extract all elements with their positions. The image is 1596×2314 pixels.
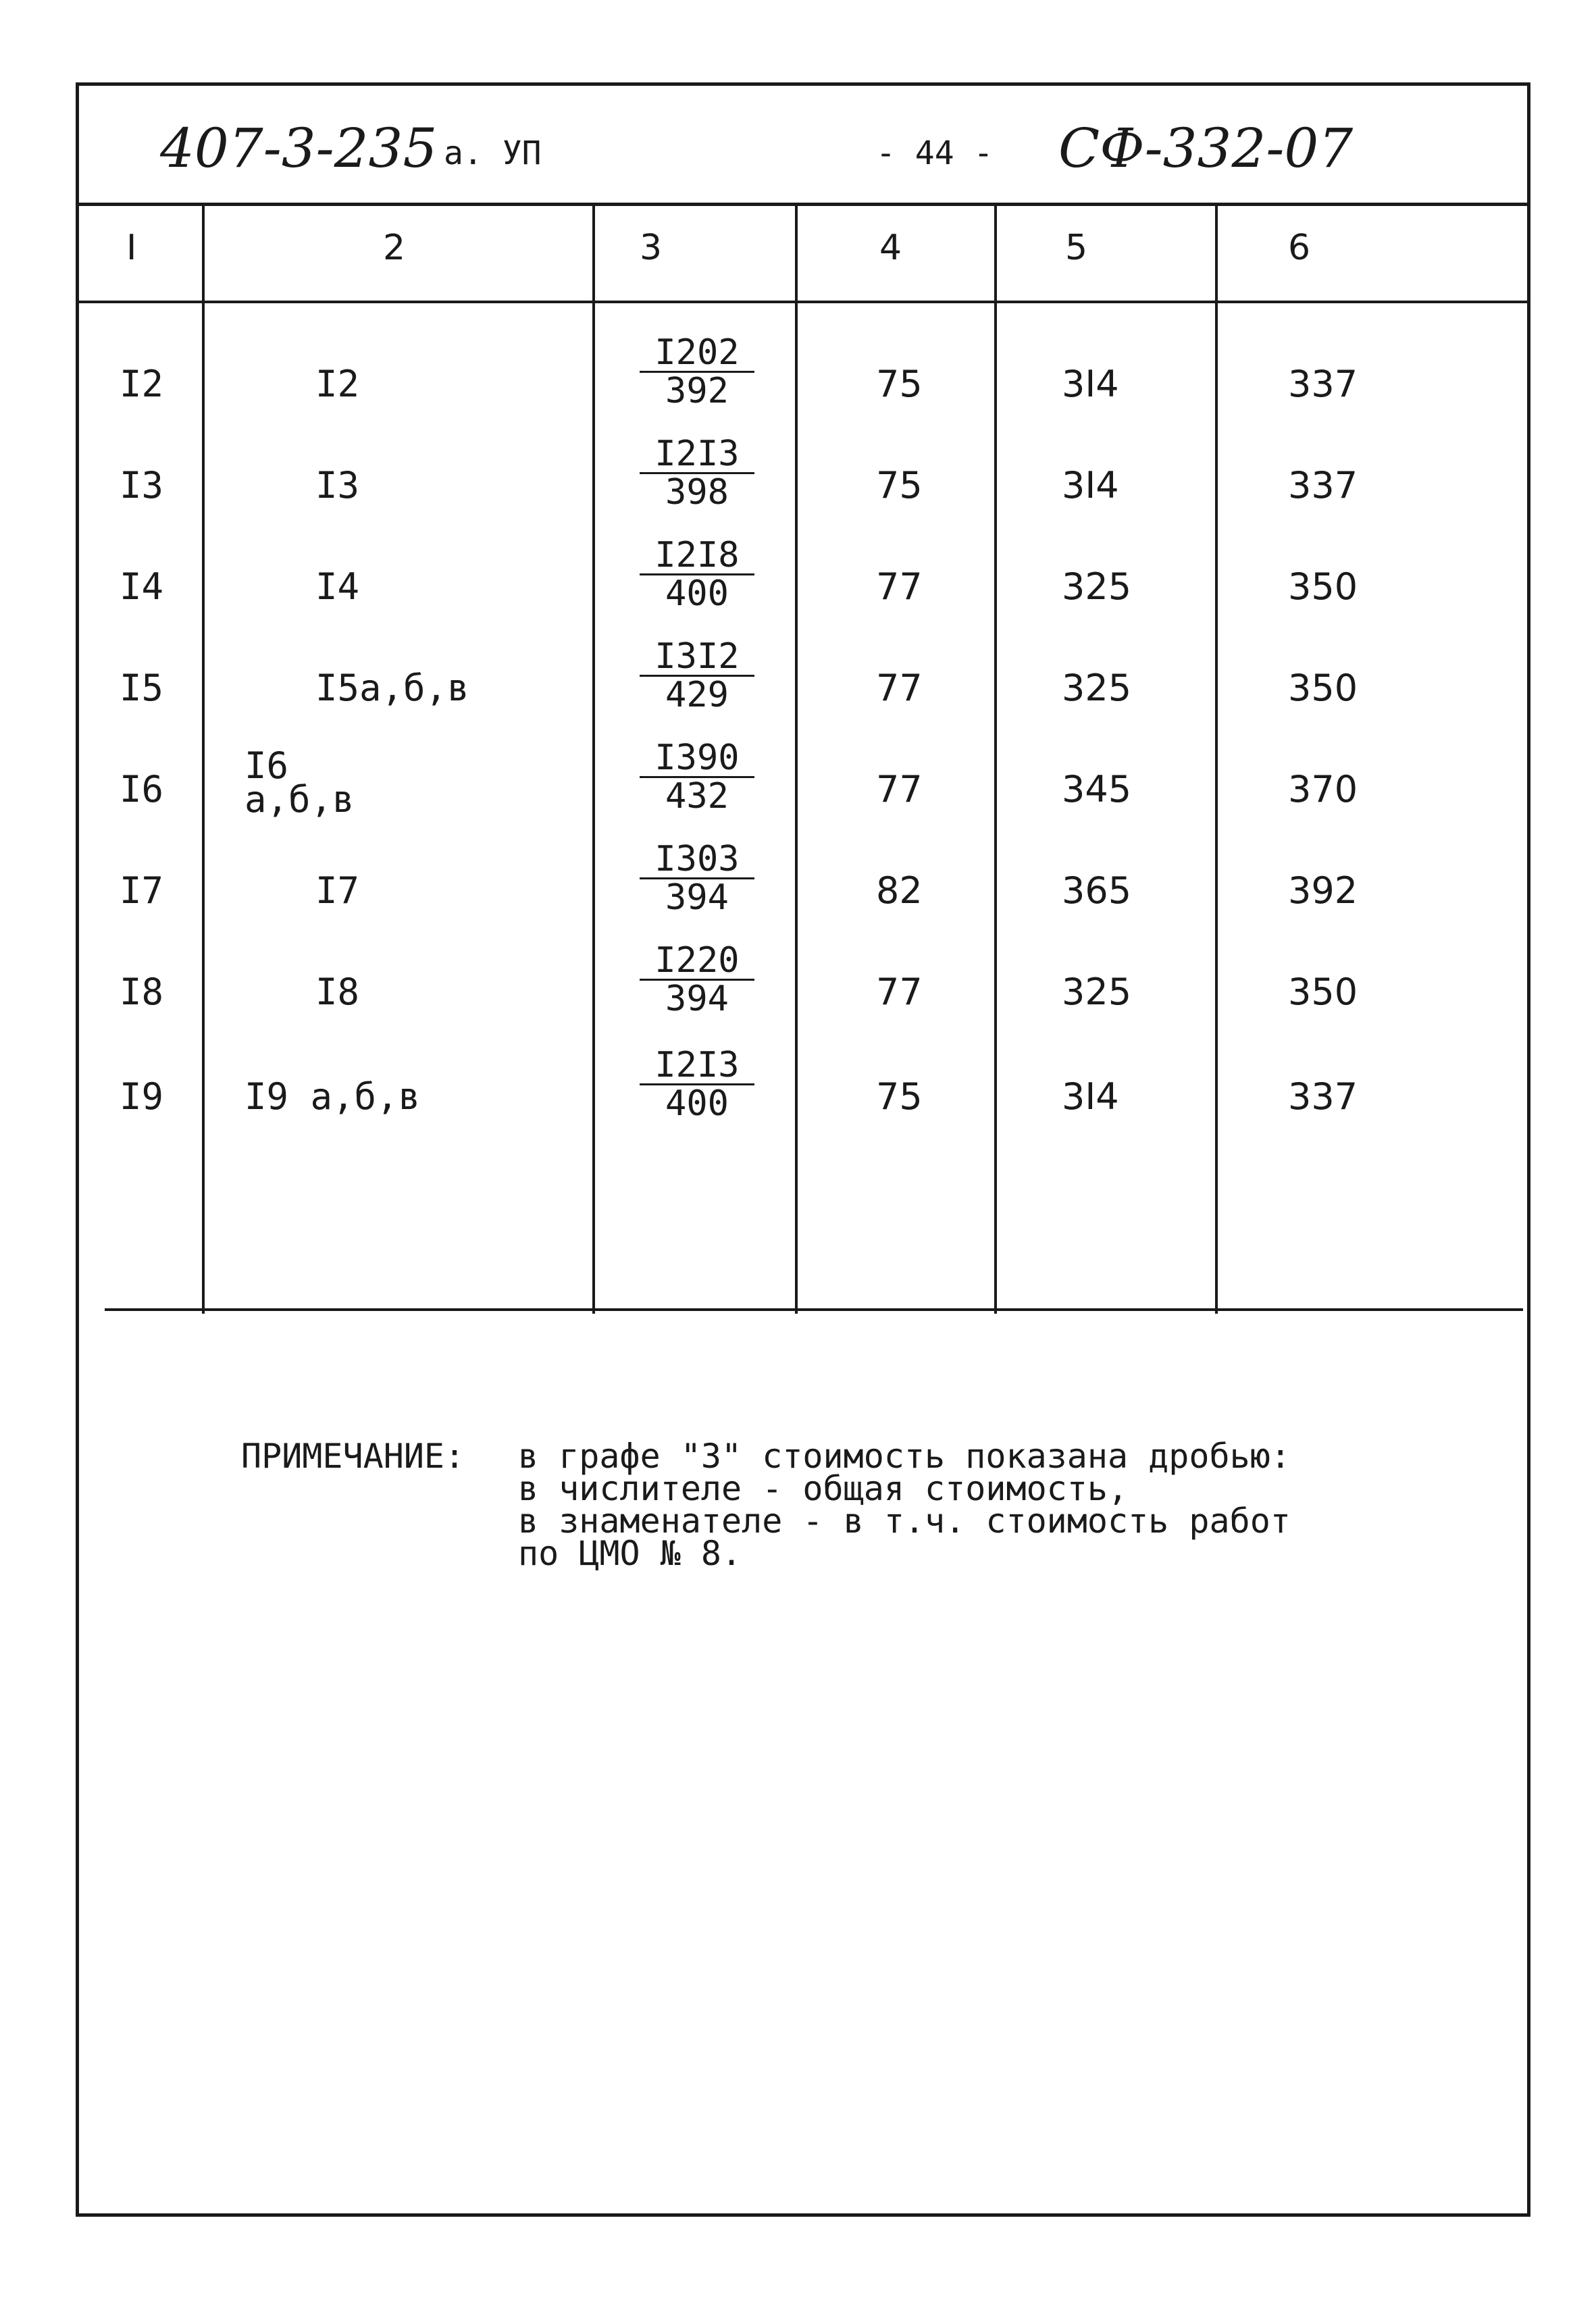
col-divider-4	[994, 206, 997, 1314]
variant-cell: I5а,б,в	[315, 667, 469, 709]
col4-value: 77	[876, 971, 923, 1013]
note-label: ПРИМЕЧАНИЕ:	[241, 1437, 465, 1476]
row-number: I4	[120, 565, 164, 608]
col6-value: 337	[1288, 1075, 1358, 1118]
cost-fraction: $\frac{I202}{392}$	[640, 334, 754, 409]
col4-value: 75	[876, 464, 923, 507]
row-number: I8	[120, 971, 164, 1013]
col5-value: 325	[1062, 667, 1132, 709]
note-line: в знаменателе - в т.ч. стоимость работ	[518, 1501, 1291, 1541]
variant-cell: I6	[244, 744, 289, 787]
sheet-code: СФ-332-07	[1058, 117, 1354, 180]
row-number: I5	[120, 667, 164, 709]
col6-value: 370	[1288, 768, 1358, 811]
col6-value: 337	[1288, 363, 1358, 405]
col5-value: 345	[1062, 768, 1132, 811]
row-number: I3	[120, 464, 164, 507]
note-line: в графе "3" стоимость показана дробью:	[518, 1437, 1291, 1476]
col4-value: 77	[876, 667, 923, 709]
variant-cell: I7	[315, 869, 360, 912]
variant-cell: I4	[315, 565, 360, 608]
variant-cell: I2	[315, 363, 360, 405]
col6-value: 350	[1288, 565, 1358, 608]
col-5-header: 5	[1065, 228, 1088, 268]
col-3-header: 3	[640, 228, 663, 268]
col-6-header: 6	[1288, 228, 1311, 268]
cost-fraction: $\frac{I303}{394}$	[640, 841, 754, 916]
note-line: по ЦМО № 8.	[518, 1534, 742, 1573]
col5-value: 365	[1062, 869, 1132, 912]
col6-value: 350	[1288, 971, 1358, 1013]
col-4-header: 4	[879, 228, 902, 268]
col6-value: 337	[1288, 464, 1358, 507]
album-label: а. УП	[444, 134, 542, 172]
variant-cell-suffix: а,б,в	[244, 778, 355, 821]
col5-value: 325	[1062, 971, 1132, 1013]
cost-fraction: $\frac{I3I2}{429}$	[640, 638, 754, 713]
note-line: в числителе - общая стоимость,	[518, 1469, 1129, 1508]
cost-fraction: $\frac{I2I8}{400}$	[640, 537, 754, 612]
variant-cell: I8	[315, 971, 360, 1013]
col-divider-1	[202, 206, 205, 1314]
col-divider-2	[592, 206, 595, 1314]
col5-value: 3I4	[1062, 1075, 1119, 1118]
col4-value: 75	[876, 1075, 923, 1118]
col4-value: 77	[876, 768, 923, 811]
variant-cell: I3	[315, 464, 360, 507]
row-number: I9	[120, 1075, 164, 1118]
cost-fraction: $\frac{I390}{432}$	[640, 740, 754, 815]
col4-value: 75	[876, 363, 923, 405]
row-number: I7	[120, 869, 164, 912]
col-2-header: 2	[383, 228, 406, 268]
col-1-header: I	[126, 228, 137, 268]
col4-value: 77	[876, 565, 923, 608]
table-bottom-line	[105, 1308, 1523, 1311]
cost-fraction: $\frac{I2I3}{400}$	[640, 1047, 754, 1122]
page-number: - 44 -	[876, 134, 994, 172]
header-bar	[79, 86, 1527, 206]
col4-value: 82	[876, 869, 923, 912]
col5-value: 3I4	[1062, 363, 1119, 405]
col6-value: 350	[1288, 667, 1358, 709]
cost-fraction: $\frac{I220}{394}$	[640, 942, 754, 1017]
row-number: I6	[120, 768, 164, 811]
col6-value: 392	[1288, 869, 1358, 912]
col-divider-3	[795, 206, 798, 1314]
document-sheet	[76, 82, 1530, 2217]
row-number: I2	[120, 363, 164, 405]
col5-value: 325	[1062, 565, 1132, 608]
variant-cell: I9 а,б,в	[244, 1075, 421, 1118]
cost-fraction: $\frac{I2I3}{398}$	[640, 436, 754, 511]
doc-code: 407-3-235	[160, 117, 438, 180]
col-divider-5	[1215, 206, 1218, 1314]
col5-value: 3I4	[1062, 464, 1119, 507]
header-divider	[79, 301, 1527, 303]
